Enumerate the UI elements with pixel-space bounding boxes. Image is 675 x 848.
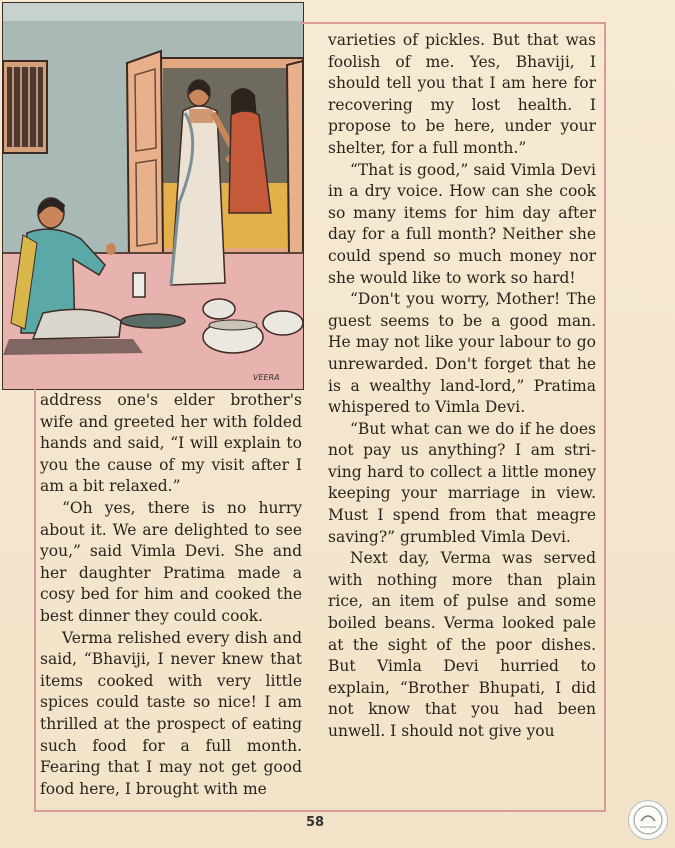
paragraph: “Oh yes, there is no hurry about it. We are delighted to see you,” said Vimla Devi. She and her daughter Pratima made a cosy bed for him and cooked the best dinner they could cook. <box>40 498 302 625</box>
page-number: 58 <box>306 815 325 830</box>
door-panel-left <box>127 51 163 259</box>
library-stamp-icon <box>628 800 668 840</box>
paragraph: “That is good,” said Vimla Devi in a dry voice. How can she cook so many items for him day after day for a full month? Neither she could spend so much money nor she would like to work so hard! <box>328 160 596 287</box>
frame-line-top <box>300 22 606 24</box>
paragraph: Verma relished every dish and said, “Bhaviji, I never knew that items cooked with very little spices could taste so nice! I am thrilled at the prospect of eating such food for a full month. Fearing that I may not get good food here, I brought with me <box>40 628 302 798</box>
door-panel-right <box>287 61 303 257</box>
paragraph: address one's elder brother's wife and greeted her with folded hands and said, “I will explain to you the cause of my visit after I am a bit relaxed.” <box>40 391 302 496</box>
frame-line-bottom <box>34 810 606 812</box>
text-column-right <box>328 30 596 743</box>
paragraph: “But what can we do if he does not pay us anything? I am stri-ving hard to collect a little money keeping your marriage in view. Must I spend from that meagre saving?” grumbled Vimla Devi. <box>328 419 596 546</box>
paragraph: varieties of pickles. But that was foolish of me. Yes, Bhaviji, I should tell you that I am here for recovering my lost health. I propose to be here, under your shelter, for a full month.” <box>328 31 596 157</box>
plate <box>121 314 185 328</box>
frame-line-right <box>604 22 606 812</box>
frame-line-left <box>34 388 36 812</box>
illustration-svg <box>3 3 303 389</box>
artist-signature: VEERA <box>253 373 280 382</box>
paragraph: “Don't you worry, Mother! The guest seems to be a good man. He may not like your labour to go unrewarded. Don't forget that he is a wealthy land-lord,” Pratima whispered to Vimla Devi. <box>328 290 596 417</box>
glass <box>133 273 145 297</box>
text-column-left <box>40 390 302 800</box>
paragraph: Next day, Verma was served with nothing more than plain rice, an item of pulse and some boiled beans. Verma looked pale at the sight of the poor dishes. But Vimla Devi hurried to explain, “Brother Bhupati, I did not know that you had been unwell. I should not give you <box>328 549 596 740</box>
story-illustration <box>2 2 304 390</box>
